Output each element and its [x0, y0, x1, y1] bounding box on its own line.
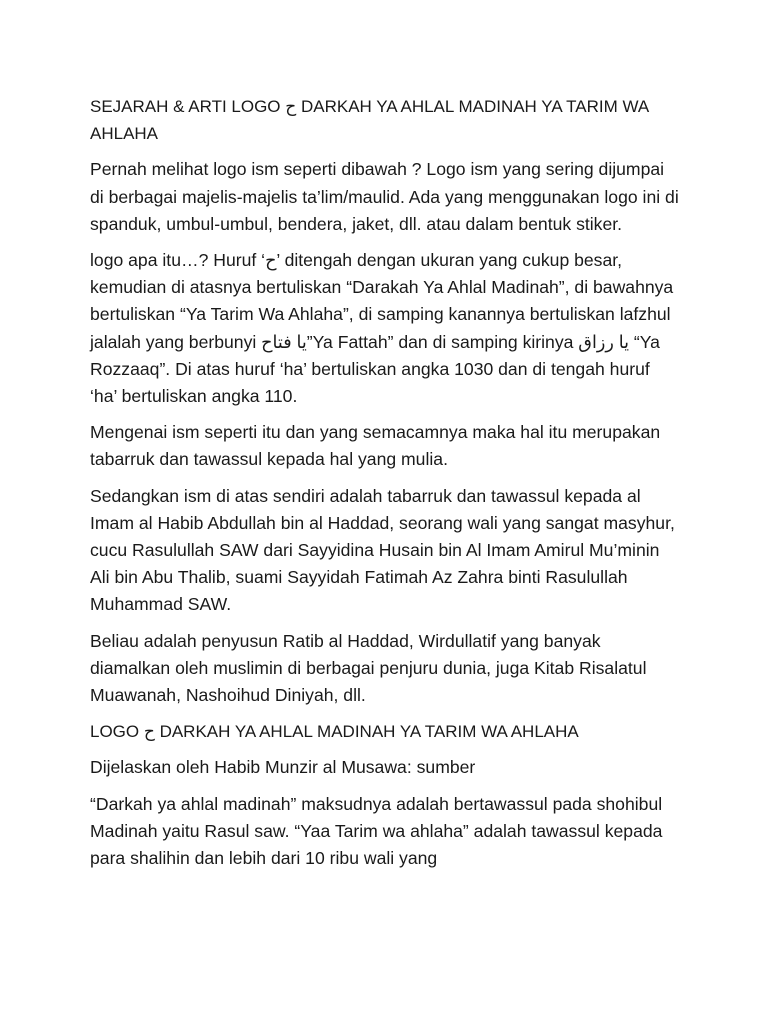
paragraph-logo-description: logo apa itu…? Huruf ‘ح’ ditengah dengan ukuran yang cukup besar, kemudian di atasnya bertuliskan “Darakah Ya Ahlal Madinah”, di bawahnya bertuliskan “Ya Tarim Wa Ahlaha”, di samping kanannya bertuliskan lafzhul jalalah yang berbunyi يا فتاح”Ya Fattah” dan di samping kirinya يا رزاق “Ya Rozzaaq”. Di atas huruf ‘ha’ bertuliskan angka 1030 dan di tengah huruf ‘ha’ bertuliskan angka 110.	[90, 250, 674, 407]
paragraph-habib-haddad: Sedangkan ism di atas sendiri adalah tabarruk dan tawassul kepada al Imam al Habib Abdullah bin al Haddad, seorang wali yang sangat masyhur, cucu Rasulullah SAW dari Sayyidina Husain bin Al Imam Amirul Mu’minin Ali bin Abu Thalib, suami Sayyidah Fatimah Az Zahra binti Rasulullah Muhammad SAW.	[90, 485, 675, 615]
document-title: SEJARAH & ARTI LOGO ح DARKAH YA AHLAL MADINAH YA TARIM WA AHLAHA	[90, 97, 649, 144]
paragraph-explanation: “Darkah ya ahlal madinah” maksudnya adalah bertawassul pada shohibul Madinah yaitu Rasul saw. “Yaa Tarim wa ahlaha” adalah tawassul kepada para shalihin dan lebih dari 10 ribu wali yang	[90, 793, 663, 869]
section-heading: LOGO ح DARKAH YA AHLAL MADINAH YA TARIM WA AHLAHA	[90, 722, 579, 742]
paragraph-intro: Pernah melihat logo ism seperti dibawah ? Logo ism yang sering dijumpai di berbagai majelis-majelis ta’lim/maulid. Ada yang menggunakan logo ini di spanduk, umbul-umbul, bendera, jaket, dll. atau dalam bentuk stiker.	[90, 159, 679, 234]
paragraph-tabarruk: Mengenai ism seperti itu dan yang semacamnya maka hal itu merupakan tabarruk dan tawassul kepada hal yang mulia.	[90, 422, 661, 470]
document-page	[90, 93, 680, 881]
paragraph-ratib: Beliau adalah penyusun Ratib al Haddad, Wirdullatif yang banyak diamalkan oleh muslimin di berbagai penjuru dunia, juga Kitab Risalatul Muawanah, Nashoihud Diniyah, dll.	[90, 630, 647, 706]
paragraph-source: Dijelaskan oleh Habib Munzir al Musawa: sumber	[90, 757, 476, 778]
